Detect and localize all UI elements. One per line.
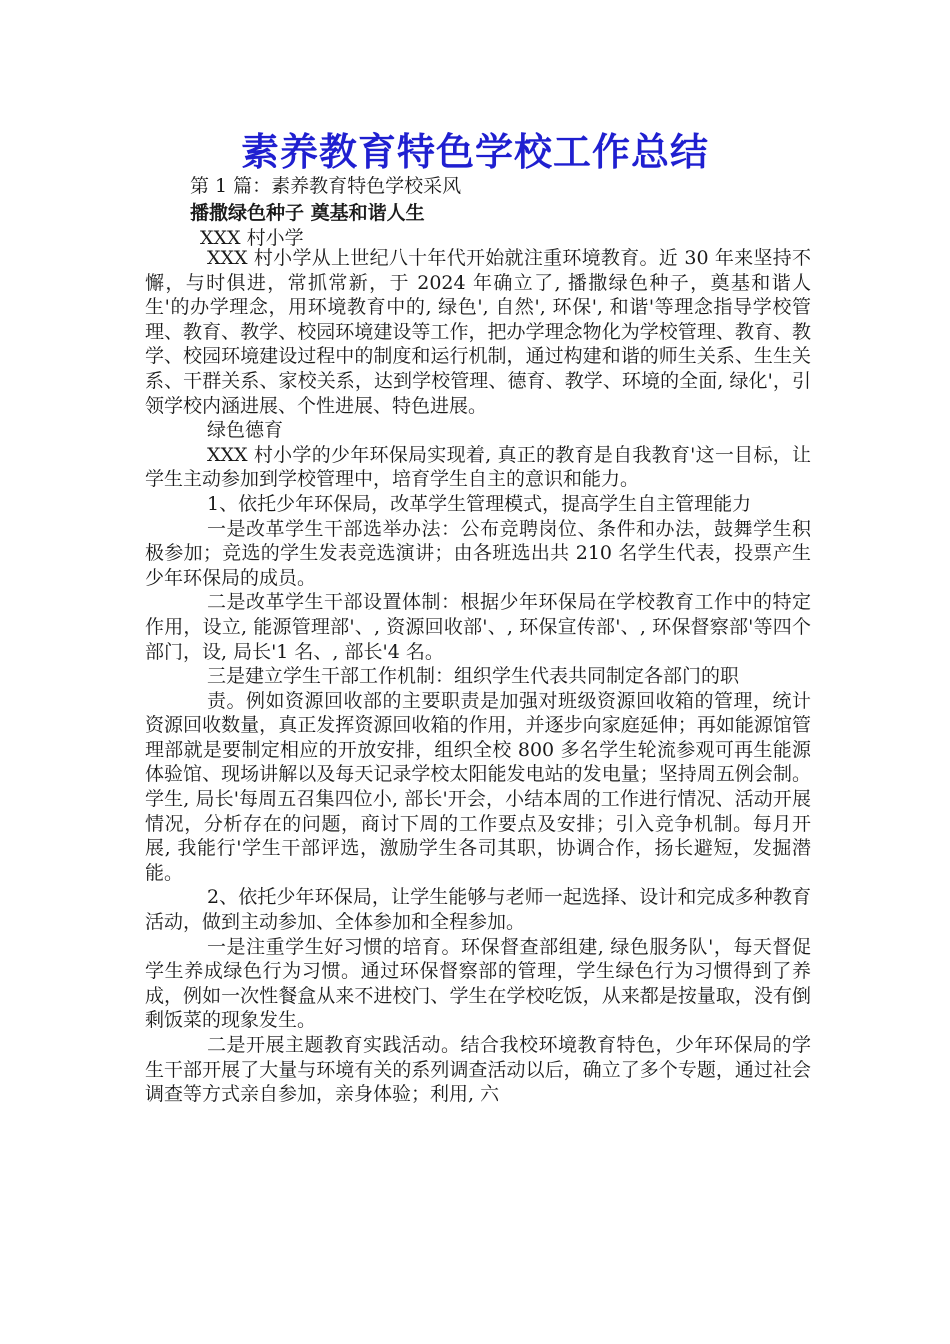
section-heading-green-moral: 绿色德育 (207, 419, 284, 442)
school-name: XXX 村小学 (200, 227, 304, 249)
paragraph-intro: XXX 村小学从上世纪八十年代开始就注重环境教育。近 30 年来坚持不懈，与时俱进，常抓常新，于 2024 年确立了, 播撒绿色种子，奠基和谐人生'的办学理念，用环境教育中的, 绿色', 自然', 环保', 和谐'等理念指导学校管理、教育、教学、校园环境建设等工作，把办学理念物化为学校管理、教育、教学、校园环境建设过程中的制度和运行机制，通过构建和谐的师生关系、生生关系、干群关系、家校关系，达到学校管理、德育、教学、环境的全面, 绿化'，引领学校内涵进展、个性进展、特色进展。 (145, 247, 811, 417)
paragraph-point-1: 1、依托少年环保局，改革学生管理模式，提高学生自主管理能力 (207, 492, 752, 515)
paragraph-practice: 二是开展主题教育实践活动。结合我校环境教育特色，少年环保局的学生干部开展了大量与环境有关的系列调查活动以后，确立了多个专题，通过社会调查等方式亲自参加，亲身体验；利用, 六 (145, 1034, 811, 1106)
document-title: 素养教育特色学校工作总结 (240, 130, 709, 174)
paragraph-duties: 责。例如资源回收部的主要职责是加强对班级资源回收箱的管理，统计资源回收数量，真正发挥资源回收箱的作用，并逐步向家庭延伸；再如能源馆管理部就是要制定相应的开放安排，组织全校 800 多名学生轮流参观可再生能源体验馆、现场讲解以及每天记录学校太阳能发电站的发电量；坚持周五例会制。学生, 局长'每周五召集四位小, 部长'开会，小结本周的工作进行情况、活动开展情况，分析存在的问题，商讨下周的工作要点及安排；引入竞争机制。每月开展, 我能行'学生干部评选，激励学生各司其职，协调合作，扬长避短，发掘潜能。 (145, 689, 811, 884)
article-headline: 播撒绿色种子 奠基和谐人生 (190, 202, 425, 224)
paragraph-self-education: XXX 村小学的少年环保局实现着, 真正的教育是自我教育'这一目标，让学生主动参加到学校管理中，培育学生自主的意识和能力。 (145, 443, 811, 491)
paragraph-election-reform: 一是改革学生干部选举办法：公布竞聘岗位、条件和办法，鼓舞学生积极参加；竞选的学生发表竞选演讲；由各班选出共 210 名学生代表，投票产生少年环保局的成员。 (145, 517, 811, 589)
paragraph-mechanism: 三是建立学生干部工作机制：组织学生代表共同制定各部门的职 (207, 665, 740, 688)
document-body (145, 246, 811, 1107)
paragraph-structure-reform: 二是改革学生干部设置体制：根据少年环保局在学校教育工作中的特定作用，设立, 能源管理部'、, 资源回收部'、, 环保宣传部'、, 环保督察部'等四个部门，设, 局长'1 名、, 部长'4 名。 (145, 591, 811, 663)
paragraph-point-2: 2、依托少年环保局，让学生能够与老师一起选择、设计和完成多种教育活动，做到主动参加、全体参加和全程参加。 (145, 886, 811, 934)
paragraph-habits: 一是注重学生好习惯的培育。环保督查部组建, 绿色服务队'，每天督促学生养成绿色行为习惯。通过环保督察部的管理，学生绿色行为习惯得到了养成，例如一次性餐盒从来不进校门、学生在学校吃饭，从来都是按量取，没有倒剩饭菜的现象发生。 (145, 935, 811, 1032)
chapter-heading: 第 1 篇：素养教育特色学校采风 (190, 175, 462, 197)
